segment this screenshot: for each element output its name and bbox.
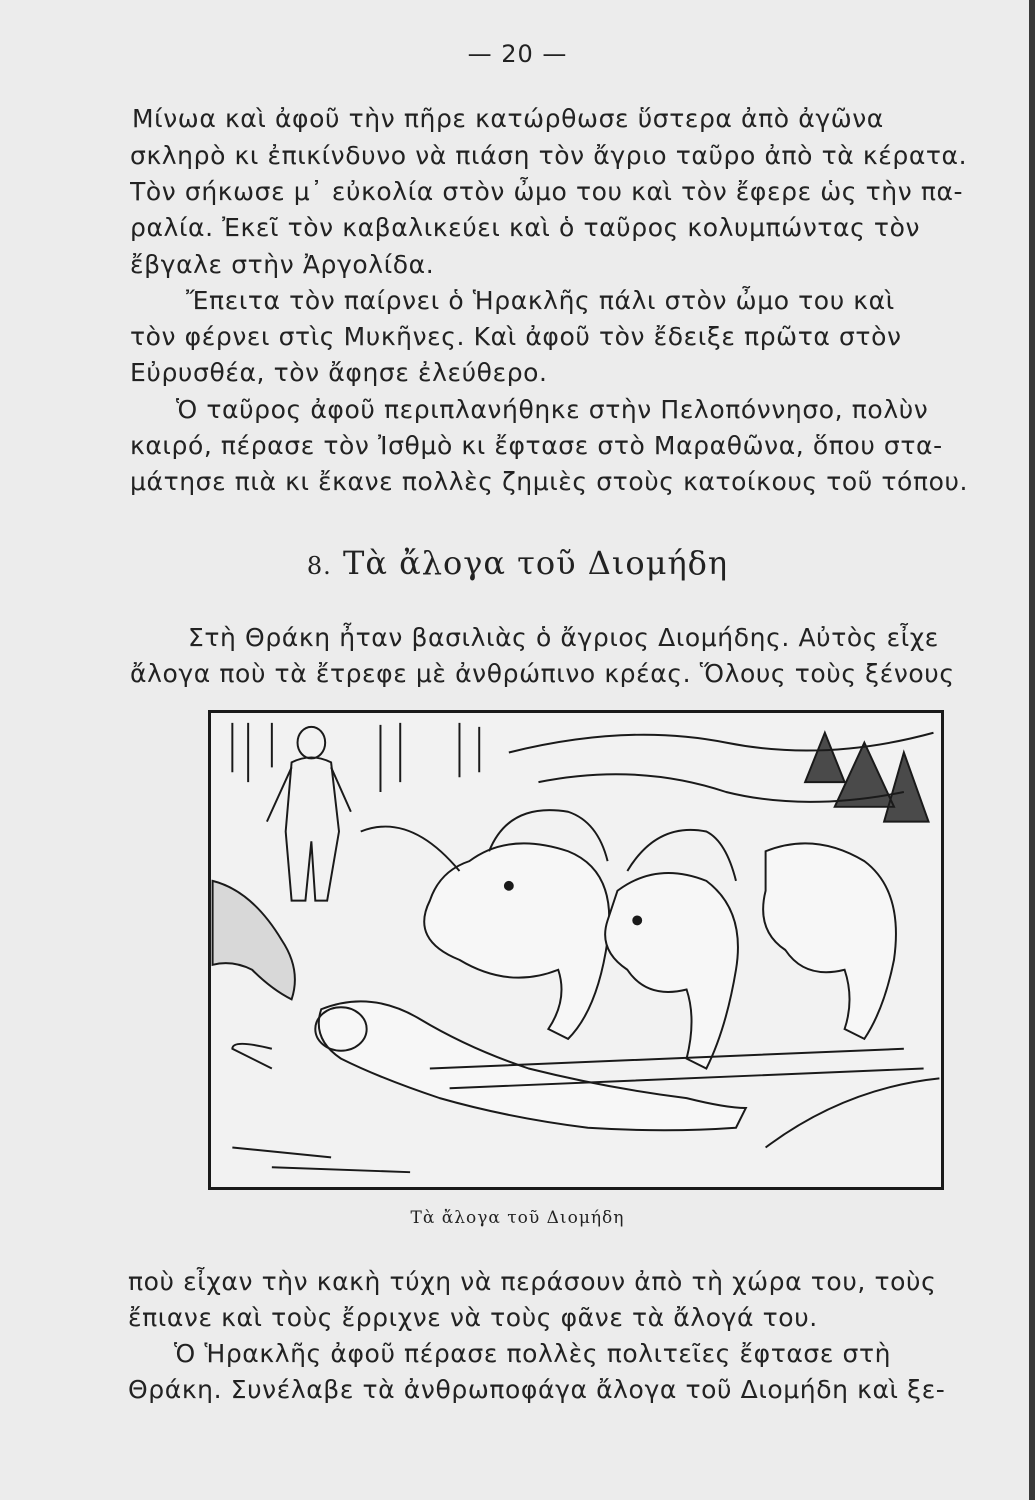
text-line: Εὐρυσθέα, τὸν ἄφησε ἐλεύθερο. [130, 358, 548, 387]
text-line: Στὴ Θράκη ἦταν βασιλιὰς ὁ ἄγριος Διομήδης. Αὐτὸς εἶχε [188, 623, 939, 652]
chapter-heading [0, 544, 1035, 582]
engraving-image [211, 713, 941, 1187]
chapter-number: 8. [306, 552, 332, 580]
figure-caption: Τὰ ἄλογα τοῦ Διομήδη [410, 1208, 625, 1228]
text-line: Τὸν σήκωσε μ᾽ εὐκολία στὸν ὦμο του καὶ τὸν ἔφερε ὡς τὴν πα- [130, 177, 964, 206]
chapter-title: Τὰ ἄλογα τοῦ Διομήδη [342, 544, 729, 582]
text-line: ἔπιανε καὶ τοὺς ἔρριχνε νὰ τοὺς φᾶνε τὰ ἄλογά του. [128, 1303, 818, 1332]
illustration-horses [208, 710, 944, 1190]
text-line: Θράκη. Συνέλαβε τὰ ἀνθρωποφάγα ἄλογα τοῦ Διομήδη καὶ ξε- [128, 1375, 946, 1404]
text-line: καιρό, πέρασε τὸν Ἰσθμὸ κι ἔφτασε στὸ Μαραθῶνα, ὅπου στα- [130, 431, 943, 460]
text-line: ποὺ εἶχαν τὴν κακὴ τύχη νὰ περάσουν ἀπὸ τὴ χώρα του, τοὺς [128, 1267, 937, 1296]
text-line: Μίνωα καὶ ἀφοῦ τὴν πῆρε κατώρθωσε ὕστερα ἀπὸ ἀγῶνα [132, 104, 884, 133]
text-line: Ὁ ταῦρος ἀφοῦ περιπλανήθηκε στὴν Πελοπόννησο, πολὺν [176, 395, 929, 424]
text-line: Ὁ Ἡρακλῆς ἀφοῦ πέρασε πολλὲς πολιτεῖες ἔφτασε στὴ [174, 1339, 892, 1368]
text-line: τὸν φέρνει στὶς Μυκῆνες. Καὶ ἀφοῦ τὸν ἔδειξε πρῶτα στὸν [130, 322, 902, 351]
text-line: ἔβγαλε στὴν Ἀργολίδα. [130, 250, 435, 279]
text-line: ἄλογα ποὺ τὰ ἔτρεφε μὲ ἀνθρώπινο κρέας. Ὅλους τοὺς ξένους [130, 659, 955, 688]
text-line: ραλία. Ἐκεῖ τὸν καβαλικεύει καὶ ὁ ταῦρος κολυμπώντας τὸν [130, 213, 921, 242]
text-line: Ἔπειτα τὸν παίρνει ὁ Ἡρακλῆς πάλι στὸν ὦμο του καὶ [186, 286, 895, 315]
page-number: — 20 — [467, 40, 568, 68]
text-line: μάτησε πιὰ κι ἔκανε πολλὲς ζημιὲς στοὺς κατοίκους τοῦ τόπου. [130, 467, 969, 496]
page-edge-shadow [1029, 0, 1035, 1500]
text-line: σκληρὸ κι ἐπικίνδυνο νὰ πιάση τὸν ἄγριο ταῦρο ἀπὸ τὰ κέρατα. [130, 141, 968, 170]
